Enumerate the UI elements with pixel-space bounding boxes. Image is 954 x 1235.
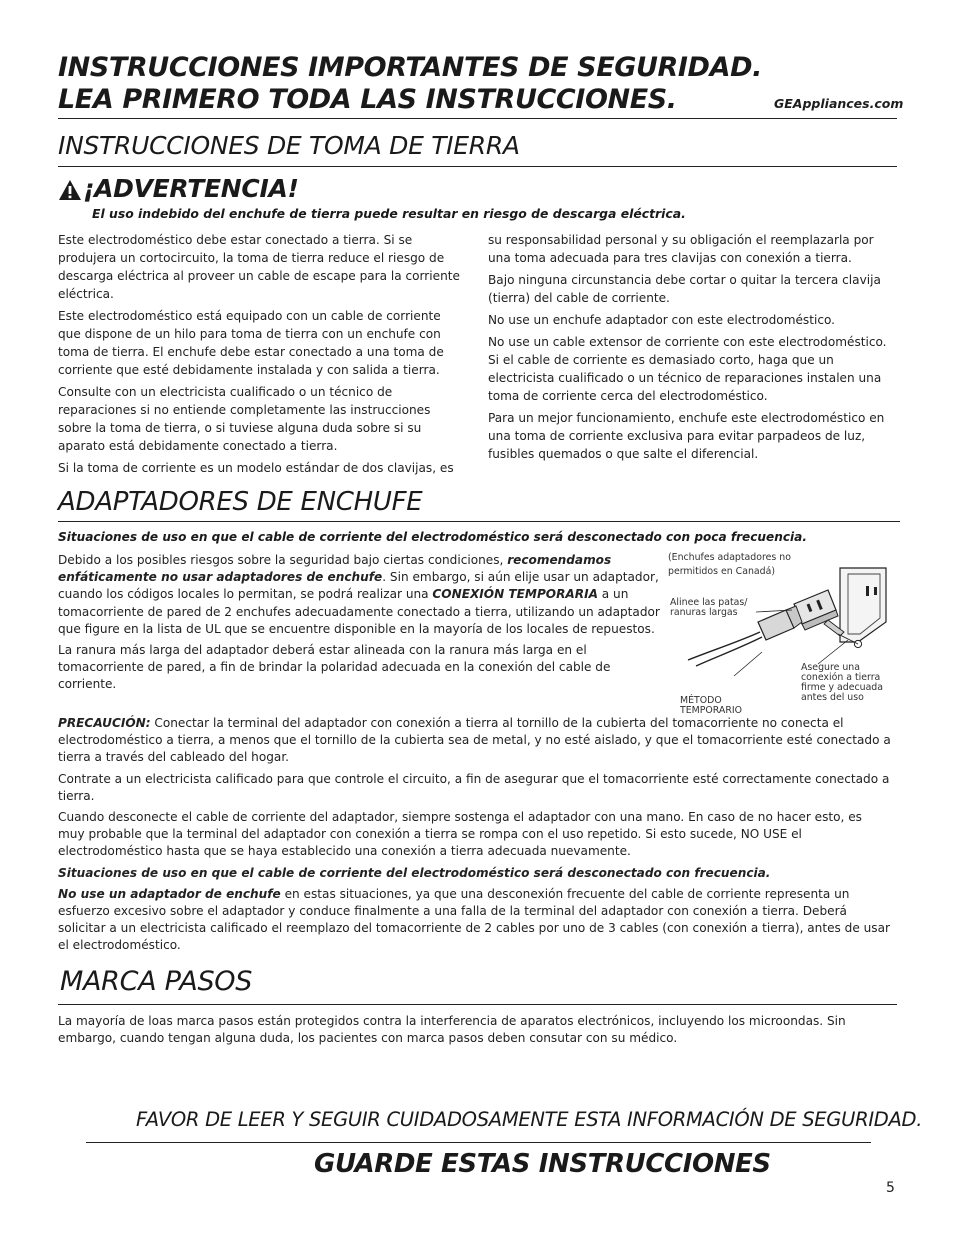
adapters-paragraph-2: La ranura más larga del adaptador deberá estar alineada con la ranura más larga en el tomacorriente de pared, a fin de brindar la polaridad adecuada en la conexión del cable de corriente. [58, 643, 611, 692]
grounding-right-p3: No use un enchufe adaptador con este electrodoméstico. [488, 313, 836, 327]
adapters-paragraph-1: Debido a los posibles riesgos sobre la seguridad bajo ciertas condiciones, recomendamos enfáticamente no usar adaptadores de enchufe. Sin embargo, si aún elije usar un adaptador, cuando los códigos locales lo permitan, se podrá realizar una CONEXIÓN TEMPORARIA a un tomacorriente de pared de 2 enchufes adecuadamente conectado a tierra, utilizando un adaptador que figure en la lista de UL que se encuentre disponible en la mayoría de los locales de repuestos. [58, 553, 660, 636]
figure-secure-line4: antes del uso [801, 692, 864, 703]
adapter-illustration [668, 560, 898, 680]
adapters-lower-column [58, 715, 898, 959]
figure-method-line1: MÉTODO [680, 695, 722, 706]
grounding-left-p3: Consulte con un electricista cualificado o un técnico de reparaciones si no entiende completamente las instrucciones sobre la toma de tierra, o si tuviese alguna duda sobre si su aparato está debidamente conectado a tierra. [58, 385, 431, 453]
figure-align-line2: ranuras largas [670, 607, 738, 618]
figure-secure-line3: firme y adecuada [801, 682, 884, 693]
grounding-left-p1: Este electrodoméstico debe estar conectado a tierra. Si se produjera un cortocircuito, la toma de tierra reduce el riesgo de descarga eléctrica al proveer un cable de escape para la corriente eléctrica. [58, 233, 460, 301]
read-follow-notice: FAVOR DE LEER Y SEGUIR CUIDADOSAMENTE ESTA INFORMACIÓN DE SEGURIDAD. [136, 1108, 923, 1131]
figure-align-line1: Alinee las patas/ [670, 597, 748, 608]
website-label: GEAppliances.com [774, 96, 904, 111]
pacemaker-heading: MARCA PASOS [60, 966, 253, 997]
figure-note-line1: (Enchufes adaptadores no [668, 552, 791, 563]
warning-text: El uso indebido del enchufe de tierra puede resultar en riesgo de descarga eléctrica. [92, 206, 686, 221]
caution-paragraph: PRECAUCIÓN: Conectar la terminal del adaptador con conexión a tierra al tornillo de la cubierta del tomacorriente no conecta el electrodoméstico a tierra, a menos que el tornillo de la cubierta sea de metal, y no esté aislado, y que el tomacorriente esté conectado a tierra a través del cableado del hogar. [58, 716, 891, 765]
grounding-heading: INSTRUCCIONES DE TOMA DE TIERRA [58, 131, 520, 160]
adapters-paragraph-4: Contrate a un electricista calificado para que controle el circuito, a fin de asegurar que el tomacorriente esté correctamente conectado a tierra. [58, 771, 890, 803]
grounding-left-column [58, 231, 466, 481]
infrequent-use-lead: Situaciones de uso en que el cable de corriente del electrodoméstico será desconectado con poca frecuencia. [58, 530, 807, 544]
adapters-intro-column [58, 552, 668, 698]
figure-secure-line2: conexión a tierra [801, 672, 881, 683]
grounding-right-p1: su responsabilidad personal y su obligación el reemplazarla por una toma adecuada para tres clavijas con conexión a tierra. [488, 233, 874, 265]
grounding-right-p2: Bajo ninguna circunstancia debe cortar o quitar la tercera clavija (tierra) del cable de corriente. [488, 273, 881, 305]
adapters-paragraph-6: No use un adaptador de enchufe en estas situaciones, ya que una desconexión frecuente del cable de corriente representa un esfuerzo excesivo sobre el adaptador y conduce finalmente a una falla de la terminal del adaptador con conexión a tierra. Deberá solicitar a un electricista calificado el reemplazo del tomacorriente de 2 cables por uno de 3 cables (con conexión a tierra), antes de usar el electrodoméstico. [58, 886, 890, 953]
grounding-right-column [488, 231, 896, 467]
save-instructions: GUARDE ESTAS INSTRUCCIONES [314, 1149, 771, 1179]
page-title-line1: INSTRUCCIONES IMPORTANTES DE SEGURIDAD. [58, 52, 762, 83]
grounding-right-p5: Para un mejor funcionamiento, enchufe este electrodoméstico en una toma de corriente exclusiva para evitar parpadeos de luz, fusibles quemados o que salte el diferencial. [488, 411, 885, 461]
grounding-right-p4: No use un cable extensor de corriente con este electrodoméstico. Si el cable de corriente es demasiado corto, haga que un electricista cualificado o un técnico de reparaciones instalen una toma de corriente cerca del electrodoméstico. [488, 335, 887, 403]
warning-title: ¡ADVERTENCIA! [83, 174, 299, 203]
adapters-heading: ADAPTADORES DE ENCHUFE [58, 487, 423, 517]
grounding-left-p4: Si la toma de corriente es un modelo estándar de dos clavijas, es [58, 461, 454, 475]
adapters-rule [58, 521, 900, 522]
grounding-left-p2: Este electrodoméstico está equipado con un cable de corriente que dispone de un hilo para toma de tierra con un enchufe con toma de tierra. El enchufe debe estar conectado a una toma de corriente que esté debidamente instalada y con salida a tierra. [58, 309, 444, 377]
footer-rule [86, 1142, 871, 1143]
grounding-rule [58, 166, 897, 167]
figure-method-line2: TEMPORARIO [680, 705, 742, 716]
warning-triangle-icon [58, 178, 82, 202]
frequent-use-lead: Situaciones de uso en que el cable de corriente del electrodoméstico será desconectado con frecuencia. [58, 865, 771, 880]
pacemaker-text: La mayoría de loas marca pasos están protegidos contra la interferencia de aparatos electrónicos, incluyendo los microondas. Sin embargo, cuando tengan alguna duda, los pacientes con marca pasos deben consutar con su médico. [58, 1014, 846, 1046]
figure-secure-line1: Asegure una [801, 662, 860, 673]
header-rule [58, 118, 897, 119]
pacemaker-rule [58, 1004, 897, 1005]
figure-note-line2: permitidos en Canadá) [668, 566, 775, 577]
adapters-paragraph-5: Cuando desconecte el cable de corriente del adaptador, siempre sostenga el adaptador con una mano. En caso de no hacer esto, es muy probable que la terminal del adaptador con conexión a tierra se rompa con el uso repetido. Si esto sucede, NO USE el electrodoméstico hasta que se haya establecido una conexión a tierra adecuada nuevamente. [58, 810, 862, 859]
page-number: 5 [886, 1180, 895, 1196]
page-title-line2: LEA PRIMERO TODA LAS INSTRUCCIONES. [58, 84, 677, 115]
